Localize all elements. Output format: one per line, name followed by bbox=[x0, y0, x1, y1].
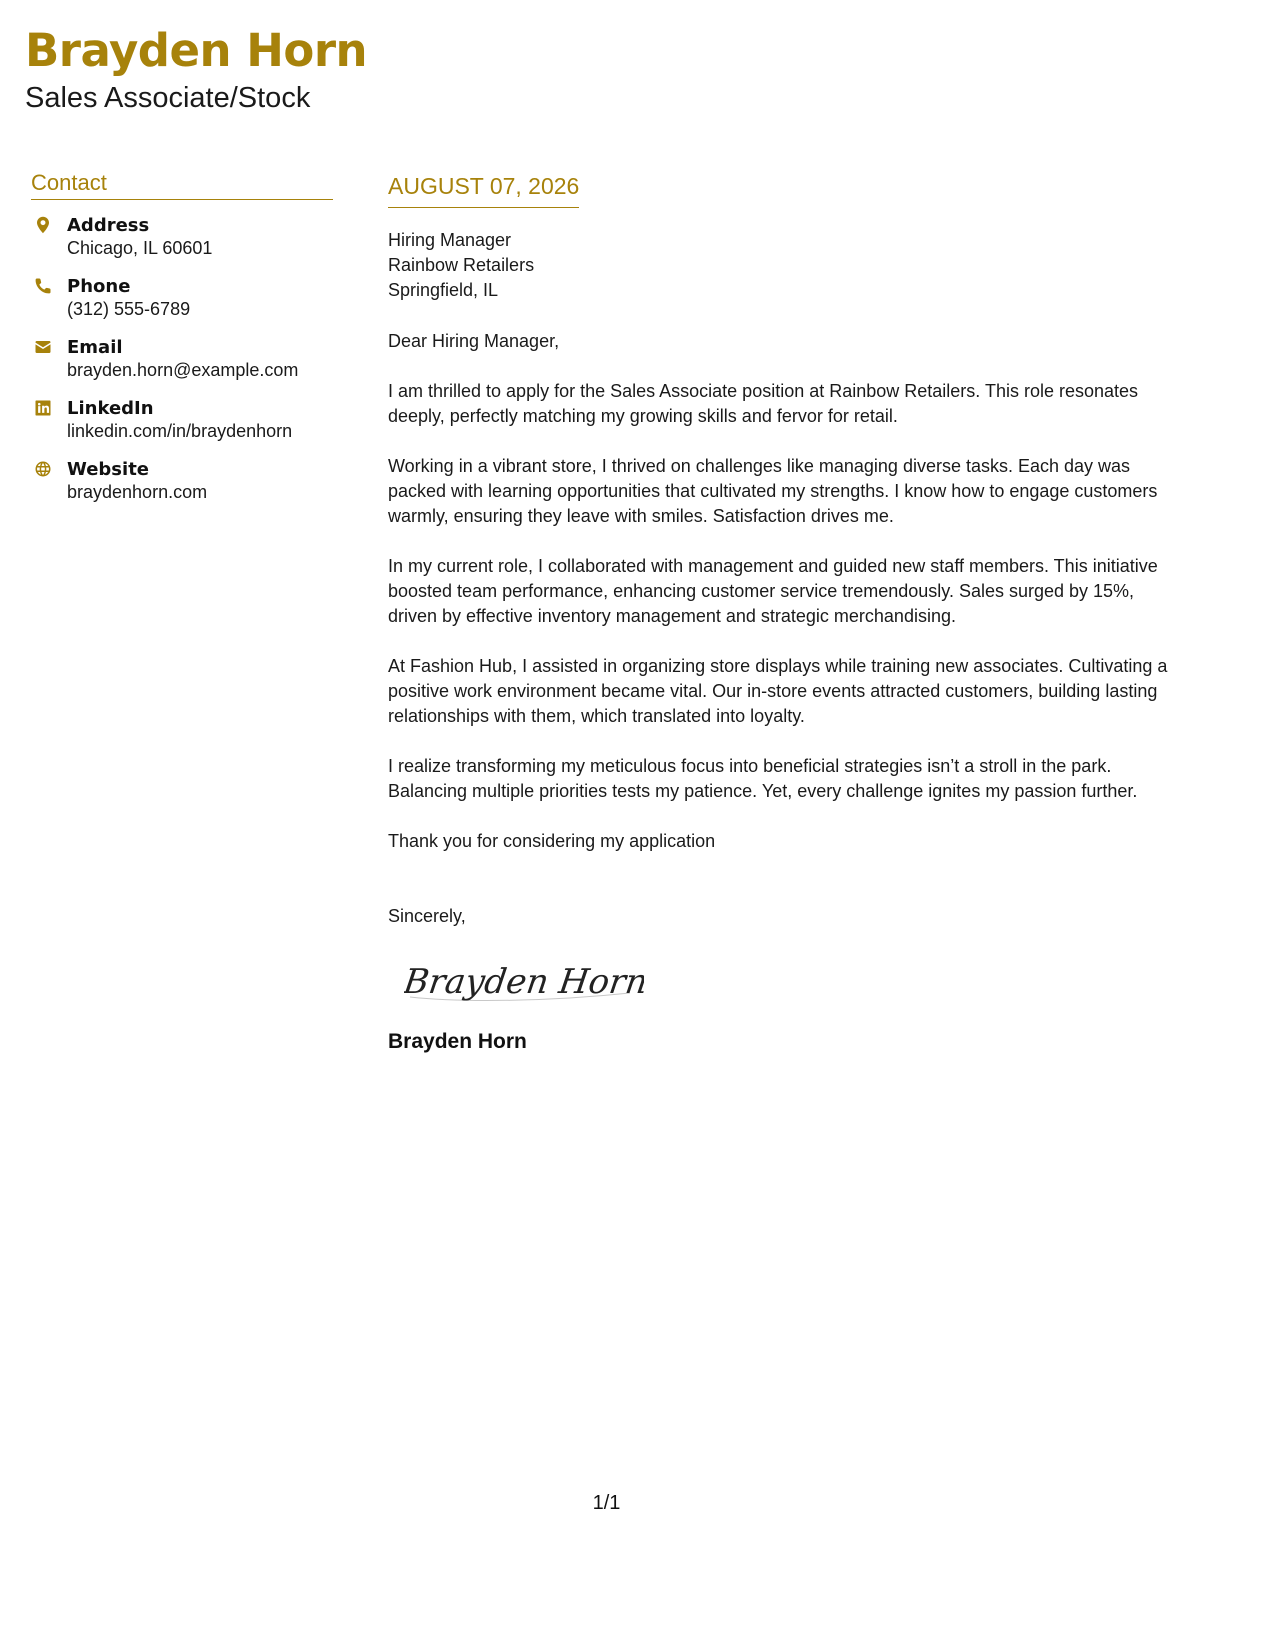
signer-name: Brayden Horn bbox=[388, 1030, 527, 1053]
recipient-line: Rainbow Retailers bbox=[388, 255, 535, 275]
phone-icon bbox=[31, 277, 55, 297]
recipient-block bbox=[388, 228, 1188, 303]
contact-sidebar bbox=[31, 170, 333, 519]
body-paragraph: I am thrilled to apply for the Sales Associate position at Rainbow Retailers. This role resonates deeply, perfectly matching my growing skills and fervor for retail. bbox=[388, 381, 1139, 426]
contact-heading: Contact bbox=[31, 170, 333, 200]
body-paragraph: Thank you for considering my application bbox=[388, 831, 716, 851]
body-paragraph: In my current role, I collaborated with management and guided new staff members. This initiative boosted team performance, enhancing customer service tremendously. Sales surged by 15%, driven by effective inventory management and strategic merchandising. bbox=[388, 556, 1158, 626]
contact-label: Website bbox=[67, 459, 150, 480]
recipient-line: Hiring Manager bbox=[388, 230, 512, 250]
page-number-text: 1/1 bbox=[592, 1492, 621, 1514]
applicant-title: Sales Associate/Stock bbox=[25, 82, 311, 114]
letter-date: AUGUST 07, 2026 bbox=[388, 172, 579, 208]
contact-label: Email bbox=[67, 337, 123, 358]
globe-icon bbox=[31, 460, 55, 480]
contact-label: Phone bbox=[67, 276, 131, 297]
greeting: Dear Hiring Manager, bbox=[388, 331, 560, 351]
body-paragraph: I realize transforming my meticulous focus into beneficial strategies isn’t a stroll in the park. Balancing multiple priorities tests my patience. Yet, every challenge ignites my passion further. bbox=[388, 756, 1138, 801]
contact-value[interactable]: braydenhorn.com bbox=[67, 482, 208, 502]
contact-label: LinkedIn bbox=[67, 398, 154, 419]
closing: Sincerely, bbox=[388, 906, 466, 926]
map-pin-icon bbox=[31, 216, 55, 236]
envelope-icon bbox=[31, 338, 55, 358]
contact-item-phone bbox=[31, 275, 333, 321]
contact-item-email bbox=[31, 336, 333, 382]
contact-item-website bbox=[31, 458, 333, 504]
contact-value[interactable]: linkedin.com/in/braydenhorn bbox=[67, 421, 293, 441]
linkedin-icon bbox=[31, 399, 55, 419]
recipient-line: Springfield, IL bbox=[388, 280, 499, 300]
body-paragraph: At Fashion Hub, I assisted in organizing store displays while training new associates. Cultivating a positive work environment became vital. Our in-store events attracted customers, building lasting relationships with them, which translated into loyalty. bbox=[388, 656, 1168, 726]
svg-text:Brayden Horn: Brayden Horn bbox=[404, 962, 644, 1002]
contact-item-address bbox=[31, 214, 333, 260]
contact-label: Address bbox=[67, 215, 150, 236]
handwritten-signature bbox=[404, 953, 1188, 1009]
body-paragraph: Working in a vibrant store, I thrived on challenges like managing diverse tasks. Each day was packed with learning opportunities that cultivated my strengths. I know how to engage customers warmly, ensuring they leave with smiles. Satisfaction drives me. bbox=[388, 456, 1158, 526]
page-number bbox=[0, 1492, 1275, 1515]
contact-value: (312) 555-6789 bbox=[67, 299, 191, 319]
contact-item-linkedin bbox=[31, 397, 333, 443]
applicant-name: Brayden Horn bbox=[25, 24, 368, 77]
contact-value: Chicago, IL 60601 bbox=[67, 238, 213, 258]
letter-header bbox=[25, 22, 367, 116]
contact-value[interactable]: brayden.horn@example.com bbox=[67, 360, 299, 380]
letter-body bbox=[388, 170, 1188, 1055]
